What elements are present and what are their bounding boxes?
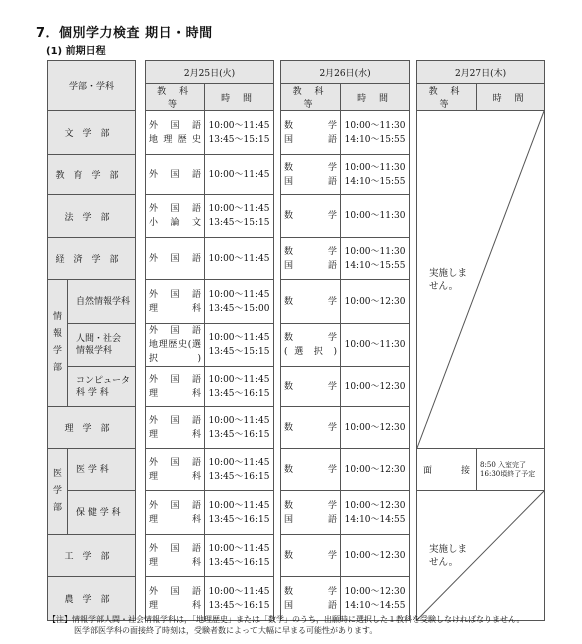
subject-header: 教 科 等 bbox=[417, 84, 477, 111]
time-cell: 10:00～11:45 13:45～15:15 bbox=[205, 111, 274, 155]
time-cell: 10:00～11:45 13:45～15:15 bbox=[205, 324, 274, 367]
dept-name: 工学部 bbox=[48, 535, 136, 577]
subject-header: 教 科 等 bbox=[146, 84, 205, 111]
interview-note: 8:50 入室完了 16:30頃終了予定 bbox=[477, 449, 545, 491]
time-cell: 10:00～12:30 bbox=[341, 280, 410, 324]
subject-cell: 数 学 ( 選 択 ) bbox=[281, 324, 341, 367]
time-cell: 10:00～12:30 14:10～14:55 bbox=[341, 577, 410, 621]
group-label: 情報学部 bbox=[52, 312, 62, 373]
time-cell: 10:00～11:30 14:10～15:55 bbox=[341, 155, 410, 195]
footnote-line: 医学部医学科の面接終了時刻は，受験者数によって大幅に早まる可能性があります。 bbox=[74, 626, 378, 635]
dept-name: 理学部 bbox=[48, 407, 136, 449]
subject-cell: 外 国 語 小 論 文 bbox=[146, 195, 205, 238]
dept-name: 自然情報学科 bbox=[68, 280, 136, 324]
day3-not-held bbox=[417, 491, 545, 621]
day1-header: 2月25日(火) bbox=[146, 61, 274, 84]
time-cell: 10:00～11:45 13:45～16:15 bbox=[205, 407, 274, 449]
time-cell: 10:00～12:30 bbox=[341, 407, 410, 449]
time-cell: 10:00～11:45 13:45～15:15 bbox=[205, 195, 274, 238]
group-label: 医学部 bbox=[52, 469, 62, 513]
time-cell: 10:00～12:30 14:10～14:55 bbox=[341, 491, 410, 535]
group-med bbox=[48, 449, 68, 535]
time-cell: 10:00～12:30 bbox=[341, 367, 410, 407]
time-header: 時 間 bbox=[341, 84, 410, 111]
subject-cell: 数 学 bbox=[281, 449, 341, 491]
subject-cell: 数 学 国 語 bbox=[281, 577, 341, 621]
subject-cell: 外 国 語 bbox=[146, 155, 205, 195]
subject-cell: 外 国 語 理 科 bbox=[146, 367, 205, 407]
subject-cell: 外 国 語 理 科 bbox=[146, 535, 205, 577]
subject-cell: 数 学 bbox=[281, 280, 341, 324]
dept-name: 保 健 学 科 bbox=[68, 491, 136, 535]
footnote-line: 【注】情報学部人間・社会情報学科は，「地理歴史」または「数学」のうち，出願時に選択した１教科を受験しなければなりません。 bbox=[48, 615, 525, 624]
time-header: 時 間 bbox=[477, 84, 545, 111]
subject-cell: 外 国 語 理 科 bbox=[146, 407, 205, 449]
not-held-text: 実施しません。 bbox=[429, 543, 468, 568]
subject-cell: 数 学 bbox=[281, 367, 341, 407]
time-cell: 10:00～11:45 bbox=[205, 155, 274, 195]
footnote bbox=[48, 614, 524, 636]
time-cell: 10:00～11:30 bbox=[341, 195, 410, 238]
time-cell: 10:00～11:45 13:45～16:15 bbox=[205, 577, 274, 621]
time-header: 時 間 bbox=[205, 84, 274, 111]
subject-cell: 外 国 語 理 科 bbox=[146, 577, 205, 621]
dept-header: 学部・学科 bbox=[48, 61, 136, 111]
subject-cell: 数 学 国 語 bbox=[281, 238, 341, 280]
subject-cell: 数 学 国 語 bbox=[281, 111, 341, 155]
interview-cell: 面 接 bbox=[417, 449, 477, 491]
time-cell: 10:00～11:45 13:45～16:15 bbox=[205, 449, 274, 491]
time-cell: 10:00～12:30 bbox=[341, 449, 410, 491]
dept-name: 経済学部 bbox=[48, 238, 136, 280]
day3-header: 2月27日(木) bbox=[417, 61, 545, 84]
table-row bbox=[48, 449, 545, 491]
subject-cell: 外 国 語 地理歴史 bbox=[146, 111, 205, 155]
time-cell: 10:00～11:45 bbox=[205, 238, 274, 280]
subject-cell: 外 国 語 理 科 bbox=[146, 491, 205, 535]
subject-cell: 数 学 bbox=[281, 535, 341, 577]
subject-cell: 数 学 国 語 bbox=[281, 491, 341, 535]
time-cell: 10:00～11:45 13:45～16:15 bbox=[205, 491, 274, 535]
not-held-text: 実施しません。 bbox=[429, 267, 468, 292]
subject-cell: 外 国 語 理 科 bbox=[146, 280, 205, 324]
time-cell: 10:00～12:30 bbox=[341, 535, 410, 577]
subject-cell: 外 国 語 地理歴史(選択) bbox=[146, 324, 205, 367]
day2-header: 2月26日(水) bbox=[281, 61, 410, 84]
dept-name: 教育学部 bbox=[48, 155, 136, 195]
subject-cell: 数 学 bbox=[281, 407, 341, 449]
dept-name: 人間・社会 情報学科 bbox=[68, 324, 136, 367]
day3-not-held bbox=[417, 111, 545, 449]
subject-header: 教 科 等 bbox=[281, 84, 341, 111]
subject-cell: 数 学 国 語 bbox=[281, 155, 341, 195]
table-row bbox=[48, 491, 545, 535]
dept-name: コンピュータ 科 学 科 bbox=[68, 367, 136, 407]
subject-cell: 外 国 語 bbox=[146, 238, 205, 280]
time-cell: 10:00～11:30 14:10～15:55 bbox=[341, 238, 410, 280]
subject-cell: 数 学 bbox=[281, 195, 341, 238]
table-row bbox=[48, 111, 545, 155]
dept-name: 医 学 科 bbox=[68, 449, 136, 491]
time-cell: 10:00～11:45 13:45～15:00 bbox=[205, 280, 274, 324]
section-title: 7．個別学力検査 期日・時間 bbox=[36, 26, 213, 41]
time-cell: 10:00～11:30 bbox=[341, 324, 410, 367]
dept-name: 農学部 bbox=[48, 577, 136, 621]
schedule-table bbox=[47, 60, 545, 621]
group-info bbox=[48, 280, 68, 407]
time-cell: 10:00～11:45 13:45～16:15 bbox=[205, 535, 274, 577]
section-subtitle: (1) 前期日程 bbox=[46, 46, 106, 57]
dept-name: 文学部 bbox=[48, 111, 136, 155]
time-cell: 10:00～11:30 14:10～15:55 bbox=[341, 111, 410, 155]
time-cell: 10:00～11:45 13:45～16:15 bbox=[205, 367, 274, 407]
subject-cell: 外 国 語 理 科 bbox=[146, 449, 205, 491]
dept-name: 法学部 bbox=[48, 195, 136, 238]
